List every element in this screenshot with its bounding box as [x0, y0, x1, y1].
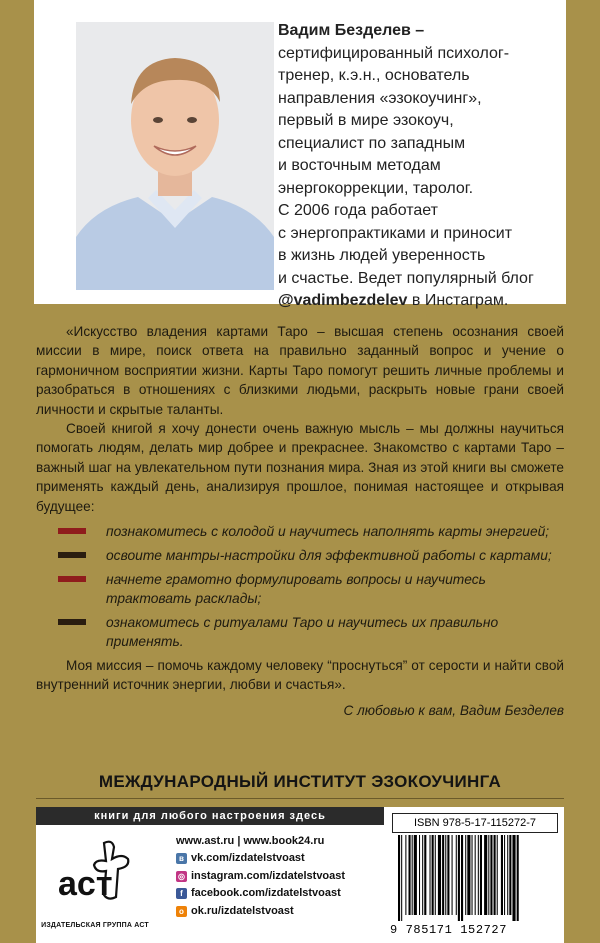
social-link-facebook[interactable]: [176, 885, 386, 903]
author-box: [34, 0, 566, 309]
list-item: [36, 522, 564, 541]
barcode-bar: [435, 835, 436, 915]
barcode-bar: [484, 835, 487, 915]
barcode-bar: [490, 835, 492, 915]
signature: С любовью к вам, Вадим Безделев: [343, 702, 564, 718]
barcode-bar: [442, 835, 444, 915]
paragraph-1: «Искусство владения картами Таро – высшая степень осознания своей миссии в мире, поиск ответа на правильно заданный вопрос и учение о гармоничном восприятии жизни. Карты Таро помогут решить личные проблемы и разобраться в отношениях с близкими людьми, раскрыть новые грани своей личности и скрытые таланты.: [36, 324, 564, 417]
barcode-bar: [447, 835, 449, 915]
list-item-text: освоите мантры-настройки для эффективной работы с картами;: [106, 548, 552, 564]
bio-line: первый в мире эзокоуч,: [278, 112, 454, 129]
bio-line: и восточным методам: [278, 157, 441, 174]
instagram-handle: @vadimbezdelev: [278, 292, 408, 309]
social-link-text: ok.ru/izdatelstvoast: [191, 904, 294, 917]
publisher-panel: [36, 807, 564, 943]
publisher-name: ИЗДАТЕЛЬСКАЯ ГРУППА АСТ: [41, 922, 149, 929]
barcode-bar: [472, 835, 473, 915]
bio-line: тренер, к.э.н., основатель: [278, 67, 470, 84]
logo-text: аст: [58, 865, 113, 903]
publisher-links: [176, 835, 386, 920]
paragraph-2: Своей книгой я хочу донести очень важную мысль – мы должны научиться помогать людям, делать мир добрее и прекраснее. Знакомство с картами Таро – важный шаг на увлекательном пути познания мира. Зная из этой книги вы сможете применять каждый день, анализируя прошлое, понимая настоящее и открывая будущее:: [36, 421, 564, 514]
author-photo: [76, 22, 274, 290]
barcode-bar: [422, 835, 423, 915]
list-item: [36, 570, 564, 608]
barcode-bar: [504, 835, 505, 915]
bio-line: с энергопрактиками и приносит: [278, 224, 513, 242]
institute-title: МЕЖДУНАРОДНЫЙ ИНСТИТУТ ЭЗОКОУЧИНГА: [98, 772, 502, 791]
list-item: [36, 546, 564, 565]
bio-line: направления «эзокоучинг»,: [278, 89, 482, 107]
vk-icon: в: [176, 853, 187, 864]
isbn: ISBN 978-5-17-115272-7: [392, 813, 558, 833]
barcode-bar: [461, 835, 463, 921]
list-marker: [58, 552, 86, 558]
barcode-bar: [497, 835, 498, 915]
facebook-icon: f: [176, 888, 187, 899]
barcode-bar: [438, 835, 441, 915]
social-link-text: facebook.com/izdatelstvoast: [191, 887, 341, 900]
list-item-text: познакомитесь с колодой и научитесь наполнять карты энергией;: [106, 524, 550, 540]
barcode-bar: [475, 835, 476, 915]
barcode-bar: [445, 835, 446, 915]
barcode-bar: [412, 835, 413, 915]
list-item: [36, 613, 564, 651]
social-link-text: instagram.com/izdatelstvoast: [191, 869, 346, 882]
bio-line: специалист по западным: [278, 134, 466, 152]
bio-line: С 2006 года работает: [278, 202, 438, 219]
barcode-bar: [432, 835, 434, 915]
barcode-bar: [458, 835, 460, 921]
barcode-bar: [401, 835, 402, 921]
list-marker: [58, 576, 86, 582]
barcode-bar: [398, 835, 400, 921]
social-link-text: vk.com/izdatelstvoast: [191, 852, 305, 864]
description: [36, 322, 564, 720]
list-item-text: начнете грамотно формулировать вопросы и научитесь трактовать расклады;: [106, 572, 486, 607]
social-link-vk[interactable]: [176, 850, 386, 868]
barcode-bar: [478, 835, 479, 915]
barcode-bar: [507, 835, 508, 915]
bio-line: в жизнь людей уверенность: [278, 247, 486, 264]
barcode-bar: [494, 835, 496, 915]
barcode-bar: [409, 835, 411, 915]
barcode-digits: 9 785171 152727: [390, 923, 508, 937]
handle-suffix: в Инстаграм.: [407, 292, 509, 309]
slogan-bar: книги для любого настроения здесь: [36, 807, 384, 825]
bio-line: сертифицированный психолог-: [278, 44, 510, 62]
barcode-bar: [456, 835, 457, 915]
barcode-bar: [430, 835, 431, 915]
author-bio: [278, 20, 598, 313]
barcode-bar: [465, 835, 466, 915]
list-marker: [58, 528, 86, 534]
barcode-bar: [509, 835, 511, 915]
bio-line: и счастье. Ведет популярный блог: [278, 269, 534, 287]
barcode: [396, 835, 556, 921]
barcode-bar: [467, 835, 470, 915]
author-name: Вадим Безделев –: [278, 22, 425, 39]
barcode-bar: [501, 835, 503, 915]
barcode-bar: [414, 835, 417, 915]
social-link-ok[interactable]: [176, 903, 386, 921]
barcode-bar: [452, 835, 453, 915]
list-item-text: ознакомитесь с ритуалами Таро и научитесь их правильно применять.: [106, 615, 499, 650]
bio-line: энергокоррекции, таролог.: [278, 179, 474, 197]
barcode-bar: [424, 835, 426, 915]
list-marker: [58, 619, 86, 625]
barcode-bar: [419, 835, 420, 915]
divider: [36, 798, 564, 799]
paragraph-3: Моя миссия – помочь каждому человеку “проснуться” от серости и найти свой внутренний источник энергии, любви и счастья».: [36, 658, 564, 693]
social-link-instagram[interactable]: [176, 868, 386, 886]
odnoklassniki-icon: о: [176, 906, 187, 917]
barcode-bar: [488, 835, 489, 915]
author-portrait: [76, 22, 274, 290]
website-links[interactable]: www.ast.ru | www.book24.ru: [176, 835, 325, 847]
barcode-bar: [512, 835, 515, 921]
instagram-icon: ◎: [176, 871, 187, 882]
barcode-bar: [405, 835, 406, 915]
barcode-bar: [480, 835, 482, 915]
benefits-list: [36, 522, 564, 651]
barcode-bar: [517, 835, 519, 921]
ast-logo: [56, 837, 134, 907]
